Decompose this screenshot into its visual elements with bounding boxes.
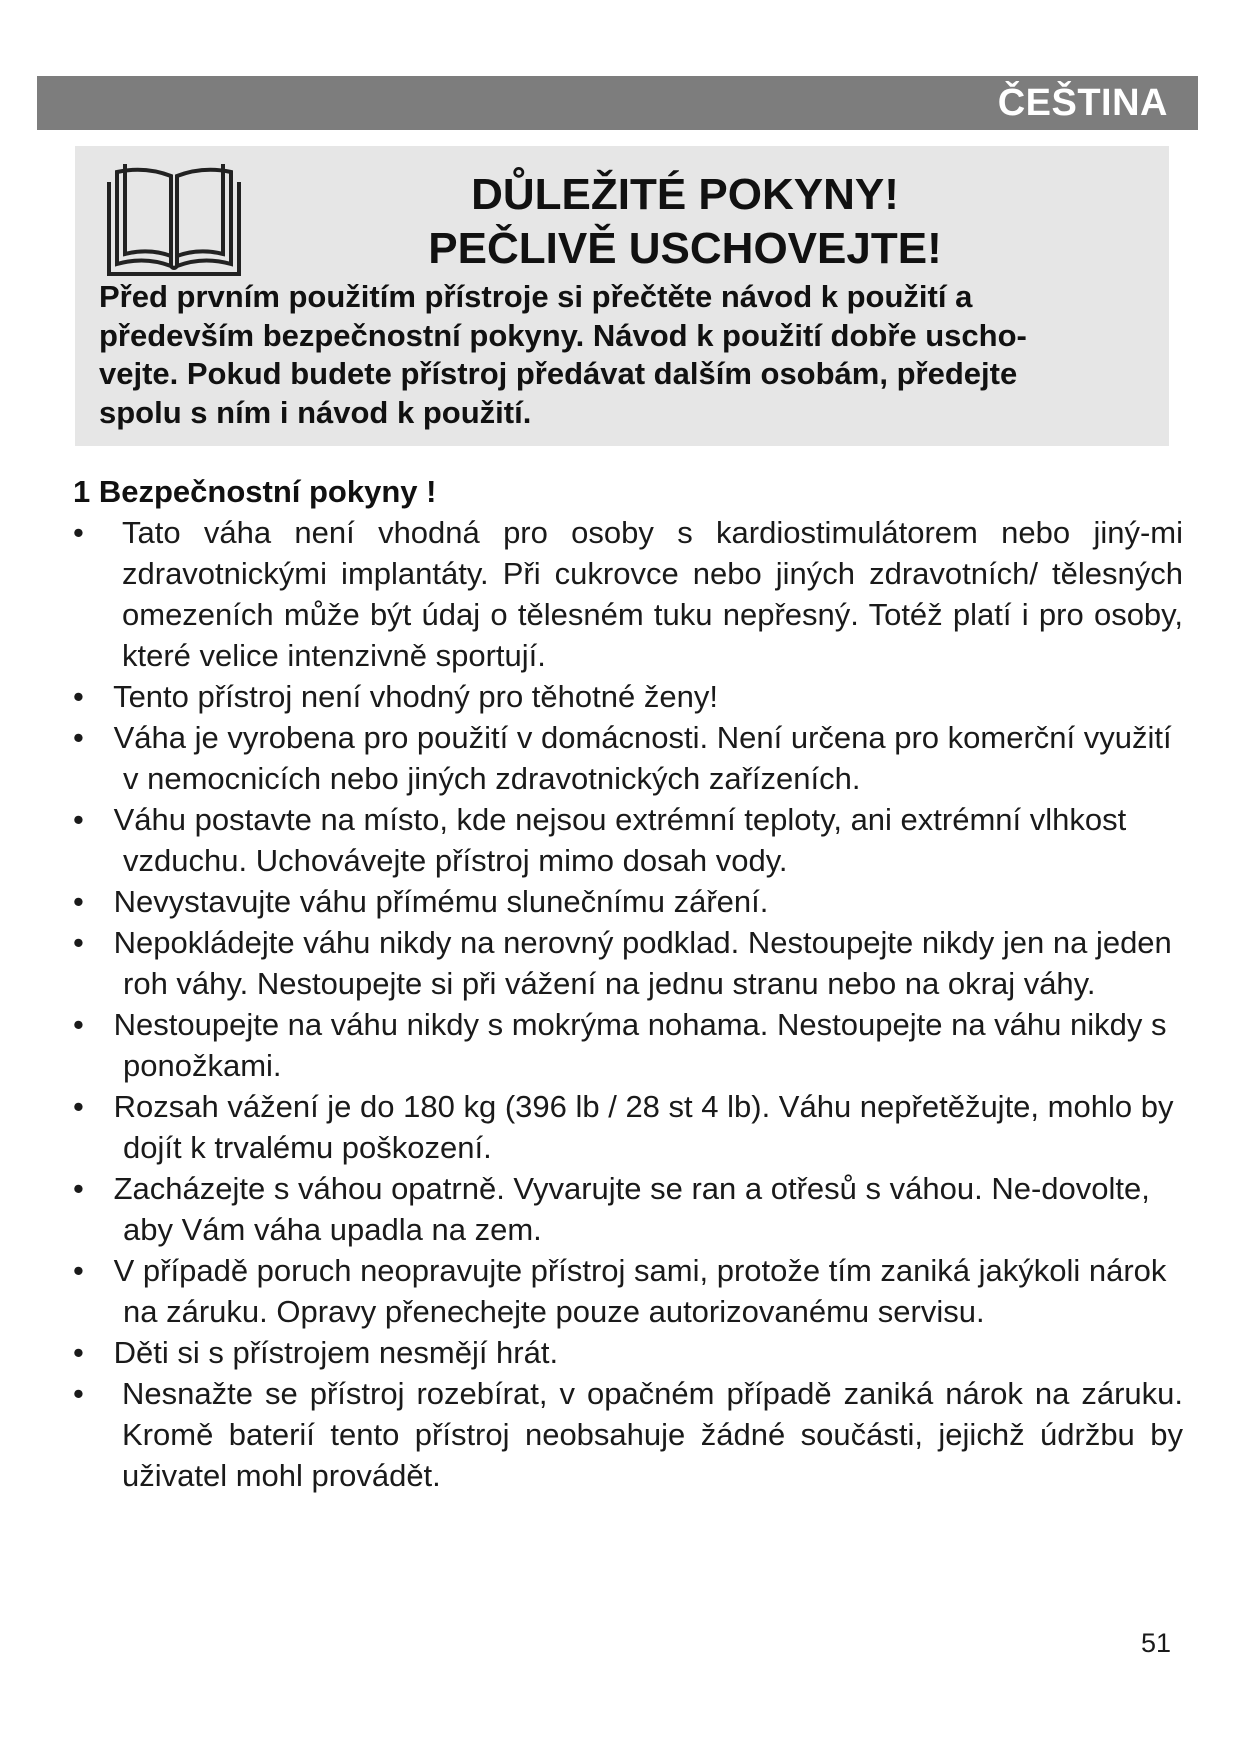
list-item: • Váhu postavte na místo, kde nejsou extrémní teploty, ani extrémní vlhkost vzduchu. Uchovávejte přístroj mimo dosah vody. (73, 802, 1127, 878)
list-item-text: Rozsah vážení je do 180 kg (396 lb / 28 st 4 lb). Váhu nepřetěžujte, mohlo by dojít k trvalému poškození. (113, 1089, 1174, 1165)
notice-title-line-2: PEČLIVĚ USCHOVEJTE! (428, 224, 942, 273)
list-item-text: V případě poruch neopravujte přístroj sami, protože tím zaniká jakýkoli nárok na záruku. Opravy přenechejte pouze autorizovanému servisu. (113, 1253, 1167, 1329)
open-book-icon (105, 158, 243, 278)
notice-line: Před prvním použitím přístroje si přečtěte návod k použití a (99, 279, 973, 314)
notice-line: vejte. Pokud budete přístroj předávat dalším osobám, předejte (99, 356, 1018, 391)
list-item: • Zacházejte s váhou opatrně. Vyvarujte se ran a otřesů s váhou. Ne-dovolte, aby Vám váha upadla na zem. (73, 1171, 1150, 1247)
list-item-text: Tato váha není vhodná pro osoby s kardiostimulátorem nebo jiný-mi zdravotnickými implantáty. Při cukrovce nebo jiných zdravotních/ tělesných omezeních může být údaj o tělesném tuku nepřesný. Totéž platí i pro osoby, které velice intenzivně sportují. (122, 515, 1183, 673)
section-title: 1 Bezpečnostní pokyny ! (73, 474, 437, 509)
list-item: • Děti si s přístrojem nesmějí hrát. (73, 1335, 559, 1370)
list-item-text: Nestoupejte na váhu nikdy s mokrýma nohama. Nestoupejte na váhu nikdy s ponožkami. (113, 1007, 1167, 1083)
list-item (73, 1373, 1183, 1496)
important-notice-box (75, 146, 1169, 446)
notice-text (99, 278, 1149, 432)
list-item-text: Zacházejte s váhou opatrně. Vyvarujte se ran a otřesů s váhou. Ne-dovolte, aby Vám váha upadla na zem. (113, 1171, 1150, 1247)
page-number: 51 (1140, 1628, 1171, 1658)
list-item-text: Děti si s přístrojem nesmějí hrát. (113, 1335, 559, 1370)
list-item-text: Váhu postavte na místo, kde nejsou extrémní teploty, ani extrémní vlhkost vzduchu. Uchovávejte přístroj mimo dosah vody. (113, 802, 1127, 878)
list-item-text: Nesnažte se přístroj rozebírat, v opačném případě zaniká nárok na záruku. Kromě baterií tento přístroj neobsahuje žádné součásti, jejichž údržbu by uživatel mohl provádět. (122, 1376, 1183, 1493)
list-item-text: Nevystavujte váhu přímému slunečnímu záření. (113, 884, 769, 919)
language-label: ČEŠTINA (997, 82, 1168, 124)
list-item: • Tento přístroj není vhodný pro těhotné ženy! (73, 679, 718, 714)
list-item (73, 512, 1183, 676)
list-item: • Nestoupejte na váhu nikdy s mokrýma nohama. Nestoupejte na váhu nikdy s ponožkami. (73, 1007, 1167, 1083)
notice-title-line-1: DŮLEŽITÉ POKYNY! (471, 170, 899, 219)
list-item: • Nevystavujte váhu přímému slunečnímu záření. (73, 884, 769, 919)
bullet-icon: • (73, 515, 84, 550)
list-item-text: Tento přístroj není vhodný pro těhotné ženy! (113, 679, 718, 714)
bullet-icon: • (73, 1376, 84, 1411)
notice-title (255, 168, 1115, 276)
language-header-bar (37, 76, 1198, 130)
notice-line: především bezpečnostní pokyny. Návod k použití dobře uscho- (99, 317, 1027, 353)
list-item-text: Nepokládejte váhu nikdy na nerovný podklad. Nestoupejte nikdy jen na jeden roh váhy. Nestoupejte si při vážení na jednu stranu nebo na okraj váhy. (113, 925, 1172, 1001)
list-item: • V případě poruch neopravujte přístroj sami, protože tím zaniká jakýkoli nárok na záruku. Opravy přenechejte pouze autorizovanému servisu. (73, 1253, 1167, 1329)
notice-line: spolu s ním i návod k použití. (99, 394, 532, 430)
list-item: • Nepokládejte váhu nikdy na nerovný podklad. Nestoupejte nikdy jen na jeden roh váhy. Nestoupejte si při vážení na jednu stranu nebo na okraj váhy. (73, 925, 1172, 1001)
list-item-text: Váha je vyrobena pro použití v domácnosti. Není určena pro komerční využití v nemocnicích nebo jiných zdravotnických zařízeních. (113, 720, 1172, 796)
list-item: • Váha je vyrobena pro použití v domácnosti. Není určena pro komerční využití v nemocnicích nebo jiných zdravotnických zařízeních. (73, 720, 1172, 796)
safety-instructions-list (73, 512, 1183, 1496)
list-item: • Rozsah vážení je do 180 kg (396 lb / 28 st 4 lb). Váhu nepřetěžujte, mohlo by dojít k trvalému poškození. (73, 1089, 1174, 1165)
